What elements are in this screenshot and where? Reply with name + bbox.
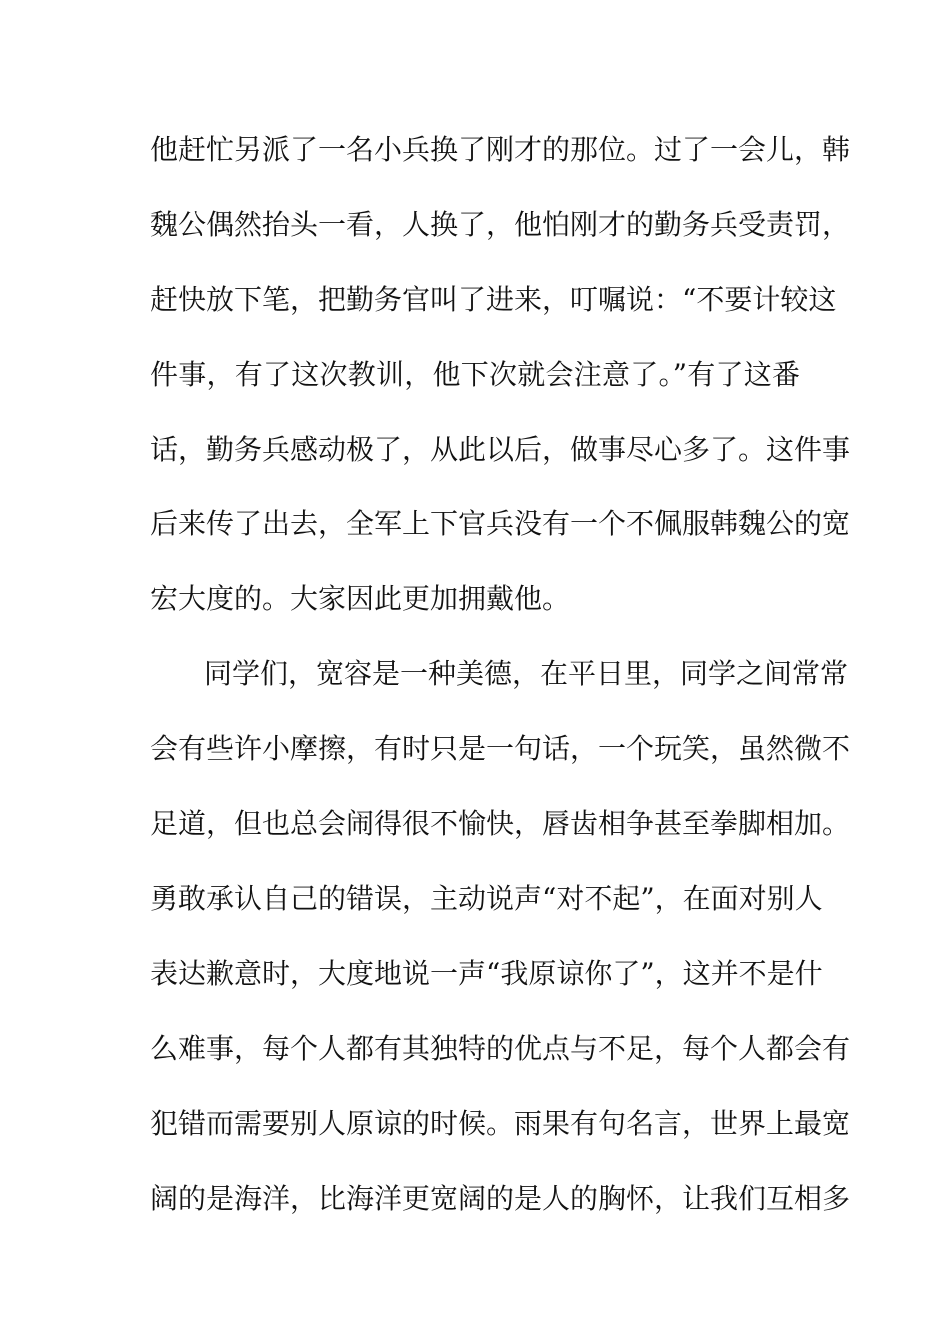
paragraph-first-line: 同学们，宽容是一种美德，在平日里，同学之间常常 xyxy=(204,657,849,690)
text-line: 阔的是海洋，比海洋更宽阔的是人的胸怀，让我们互相多 xyxy=(150,1182,851,1215)
text-line: 么难事，每个人都有其独特的优点与不足，每个人都会有 xyxy=(150,1032,851,1065)
text-line: 宏大度的。大家因此更加拥戴他。 xyxy=(150,582,571,615)
text-line: 件事，有了这次教训，他下次就会注意了。”有了这番 xyxy=(150,358,800,391)
text-line: 魏公偶然抬头一看，人换了，他怕刚才的勤务兵受责罚， xyxy=(150,208,851,241)
text-line: 犯错而需要别人原谅的时候。雨果有句名言，世界上最宽 xyxy=(150,1107,851,1140)
text-line: 话，勤务兵感动极了，从此以后，做事尽心多了。这件事 xyxy=(150,433,851,466)
text-line: 后来传了出去，全军上下官兵没有一个不佩服韩魏公的宽 xyxy=(150,507,851,540)
text-line: 赶快放下笔，把勤务官叫了进来，叮嘱说：“不要计较这 xyxy=(150,283,837,316)
text-line: 足道，但也总会闹得很不愉快，唇齿相争甚至拳脚相加。 xyxy=(150,807,851,840)
text-line: 会有些许小摩擦，有时只是一句话，一个玩笑，虽然微不 xyxy=(150,732,851,765)
text-line: 他赶忙另派了一名小兵换了刚才的那位。过了一会儿，韩 xyxy=(150,133,851,166)
text-line: 勇敢承认自己的错误，主动说声“对不起”，在面对别人 xyxy=(150,882,823,915)
text-line: 表达歉意时，大度地说一声“我原谅你了”，这并不是什 xyxy=(150,957,823,990)
